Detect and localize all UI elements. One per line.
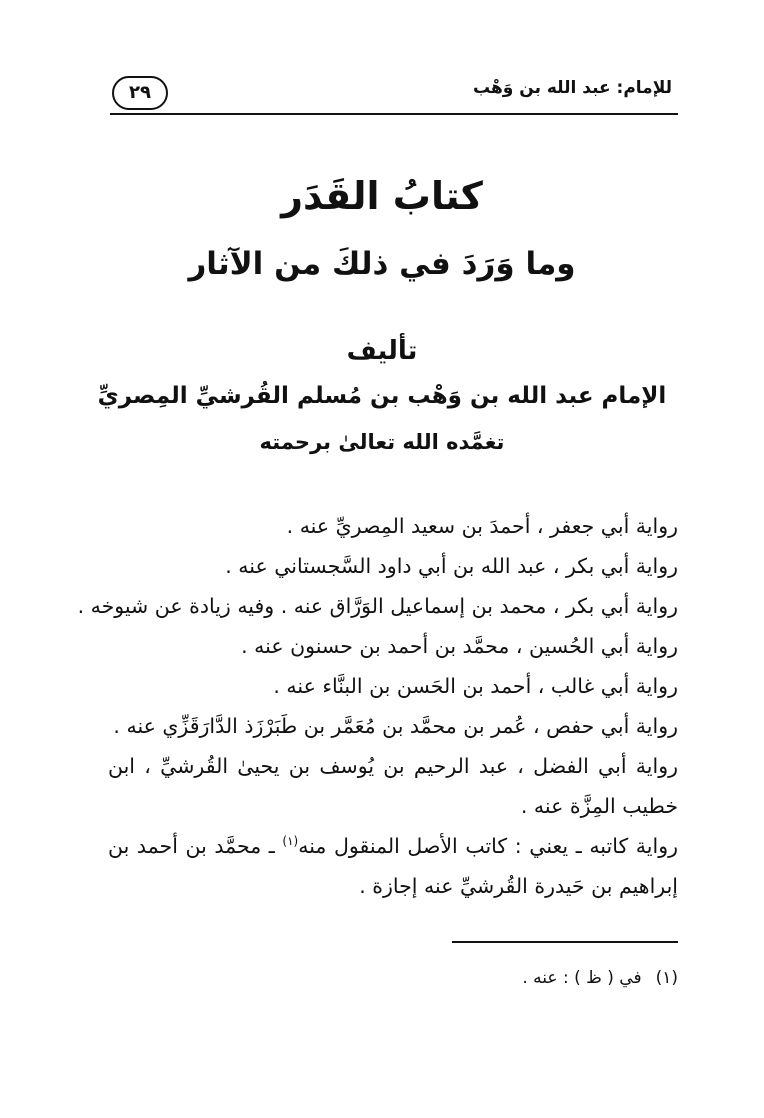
author-name: الإمام عبد الله بن وَهْب بن مُسلم القُرشيِّ المِصريِّ bbox=[97, 383, 667, 409]
footnote-text: في ( ظ ) : عنه . bbox=[522, 968, 642, 988]
footnote-reference[interactable]: (١) bbox=[282, 834, 299, 849]
book-subtitle: وما وَرَدَ في ذلكَ من الآثار bbox=[188, 246, 576, 282]
narration-item: رواية أبي بكر ، محمد بن إسماعيل الوَرَّاق عنه . وفيه زيادة عن شيوخه . bbox=[77, 594, 678, 618]
footnote-marker: (١) bbox=[655, 968, 678, 988]
narration-text: رواية كاتبه ـ يعني : كاتب الأصل المنقول منه bbox=[298, 834, 678, 858]
authorship-label: تأليف bbox=[346, 336, 418, 366]
narration-item: رواية أبي الحُسين ، محمَّد بن أحمد بن حسنون عنه . bbox=[241, 634, 678, 658]
author-prayer: تغمَّده الله تعالىٰ برحمته bbox=[259, 430, 505, 454]
narration-item: رواية أبي بكر ، عبد الله بن أبي داود السَّجستاني عنه . bbox=[225, 554, 678, 578]
page-number: ٢٩ bbox=[112, 76, 168, 110]
footnote-divider bbox=[452, 941, 678, 943]
footnote bbox=[522, 968, 678, 988]
running-header-title: للإمام: عبد الله بن وَهْب bbox=[473, 78, 672, 98]
narration-item bbox=[108, 826, 678, 906]
narration-text: ـ محمَّد بن أحمد بن إبراهيم بن حَيدرة القُرشيِّ عنه إجازة . bbox=[108, 834, 678, 898]
book-title: كتابُ القَدَر bbox=[281, 174, 483, 218]
narration-item: رواية أبي جعفر ، أحمدَ بن سعيد المِصريِّ عنه . bbox=[286, 514, 678, 538]
header-divider bbox=[110, 113, 678, 115]
narration-item: رواية أبي الفضل ، عبد الرحيم بن يُوسف بن يحيىٰ القُرشيِّ ، ابن خطيب المِزَّة عنه . bbox=[108, 754, 678, 818]
narration-item: رواية أبي حفص ، عُمر بن محمَّد بن مُعَمَّر بن طَبَرْزَذ الدَّارَقَزِّي عنه . bbox=[113, 714, 678, 738]
narration-list bbox=[77, 506, 678, 906]
narration-item: رواية أبي غالب ، أحمد بن الحَسن بن البنَّاء عنه . bbox=[273, 674, 678, 698]
